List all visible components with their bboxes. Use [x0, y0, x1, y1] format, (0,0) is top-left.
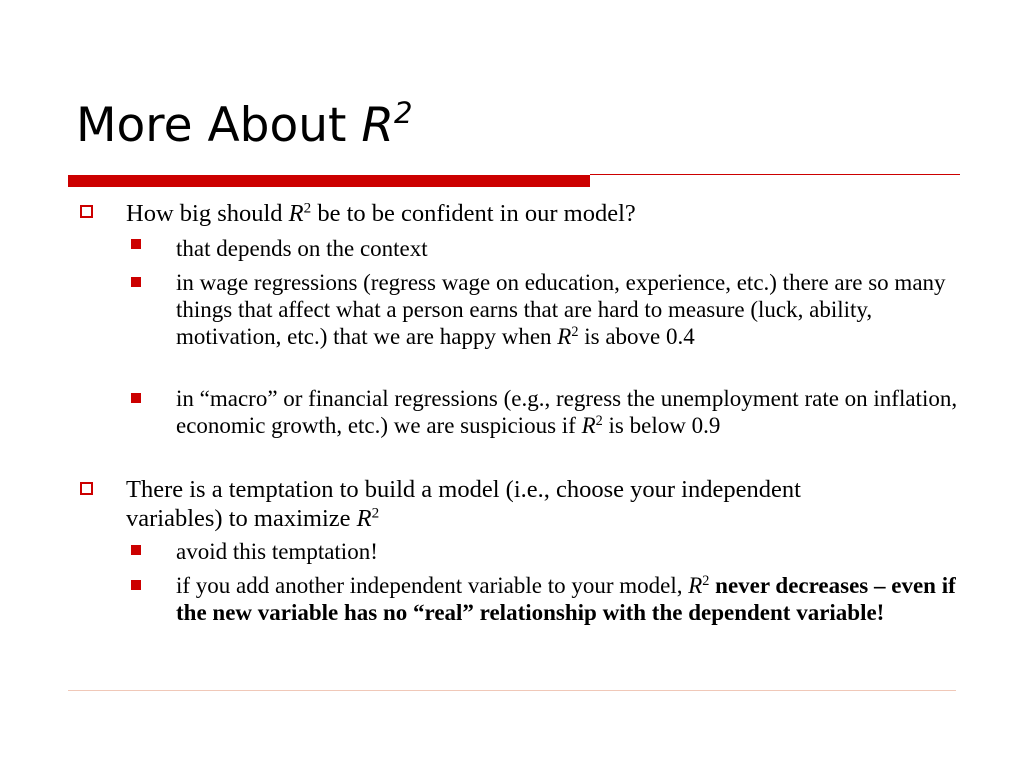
bullet-1-text-b: be to be confident in our model?: [311, 200, 636, 227]
slide-title-superscript: 2: [394, 95, 413, 130]
bullet-1-sub-2-superscript: 2: [571, 324, 579, 341]
bullet-2-sub-2-text-a: if you add another independent variable to your model,: [176, 573, 689, 598]
bullet-1-sub-3-superscript: 2: [595, 413, 603, 430]
bullet-2-sub-1: [176, 538, 966, 565]
bullet-1-sub-3-r-symbol: R: [581, 413, 596, 438]
bullet-1-sub-3-text-b: is below 0.9: [602, 413, 721, 438]
filled-square-bullet-icon: [131, 277, 141, 287]
hollow-square-bullet-icon: [80, 482, 93, 495]
bullet-1-sub-2-text-a: in wage regressions (regress wage on education, experience, etc.) there are so many things that affect what a person earns that are hard to measure (luck, ability, motivation, etc.) that we are happy when: [176, 270, 946, 349]
bullet-1-sub-1: [176, 235, 966, 262]
slide-title-r-symbol: R: [361, 98, 395, 153]
bullet-1-sub-2-text-b: is above 0.4: [578, 324, 695, 349]
filled-square-bullet-icon: [131, 239, 141, 249]
bullet-2-sub-1-text: avoid this temptation!: [176, 539, 378, 564]
slide-title-text: More About: [76, 98, 362, 153]
bullet-1-sub-1-text: that depends on the context: [176, 236, 428, 261]
bullet-1-sub-2-r-symbol: R: [557, 324, 572, 349]
bullet-2-superscript: 2: [371, 504, 380, 522]
bullet-2-r-symbol: R: [356, 505, 372, 532]
bullet-2-sub-2-r-symbol: R: [688, 573, 703, 598]
bullet-1-sub-3: [176, 385, 966, 439]
bullet-1-sub-3-text-a: in “macro” or financial regressions (e.g., regress the unemployment rate on inflation, economic growth, etc.) we are suspicious if: [176, 386, 958, 438]
footer-divider: [68, 690, 956, 691]
bullet-2: [126, 475, 826, 533]
title-underline-bar: [68, 175, 590, 187]
hollow-square-bullet-icon: [80, 205, 93, 218]
bullet-1-sub-2: [176, 269, 966, 350]
bullet-1-superscript: 2: [303, 199, 312, 217]
bullet-1: [126, 199, 826, 228]
bullet-2-text-a: There is a temptation to build a model (i.e., choose your independent variables) to maximize: [126, 476, 801, 532]
title-underline-thin: [590, 174, 960, 175]
filled-square-bullet-icon: [131, 545, 141, 555]
bullet-1-r-symbol: R: [288, 200, 304, 227]
filled-square-bullet-icon: [131, 580, 141, 590]
bullet-2-sub-2: [176, 572, 966, 626]
bullet-2-sub-2-superscript: 2: [702, 573, 710, 590]
slide-title: [76, 95, 413, 153]
bullet-1-text-a: How big should: [126, 200, 289, 227]
bullet-2-sub-2-bold-text: never decreases – even if the new variable has no “real” relationship with the dependent variable!: [176, 573, 956, 625]
filled-square-bullet-icon: [131, 393, 141, 403]
